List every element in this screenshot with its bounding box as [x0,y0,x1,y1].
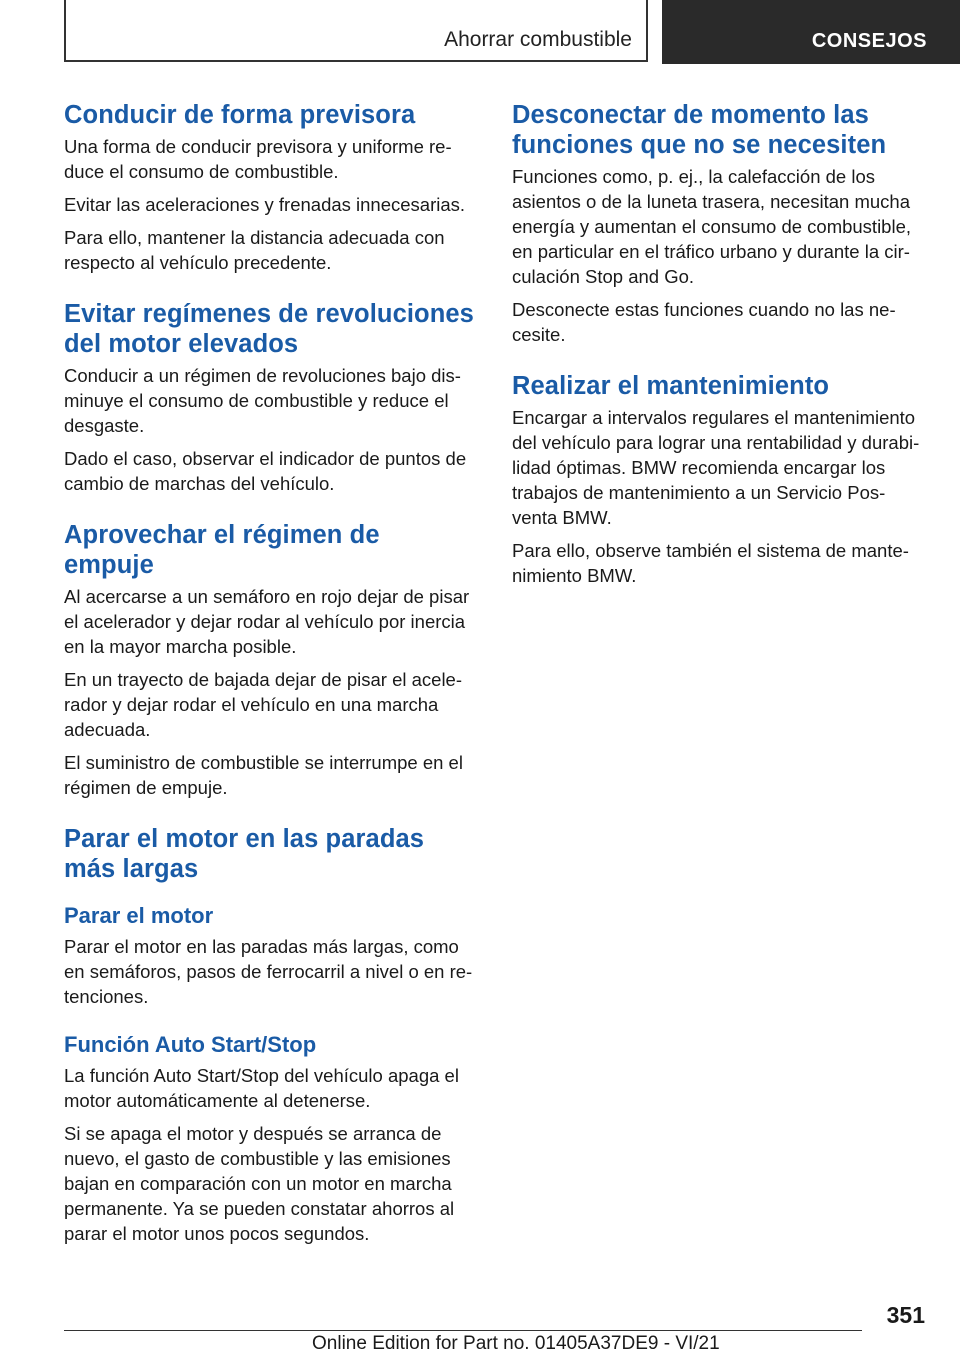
page-header [0,0,960,66]
page-number: 351 [886,1302,925,1328]
section-evitar-regimenes [64,299,484,496]
subsection-auto-start-stop [64,1031,484,1246]
paragraph: En un trayecto de bajada dejar de pisar el acele- rador y dejar rodar el vehículo en una marcha adecuada. [64,669,463,740]
section-parar-motor [64,824,484,1246]
section-title: Evitar regímenes de revoluciones del motor elevados [64,300,474,358]
paragraph: Conducir a un régimen de revoluciones bajo dis- minuye el consumo de combustible y reduce el desgaste. [64,365,461,436]
section-mantenimiento [512,371,932,588]
paragraph: Desconecte estas funciones cuando no las ne- cesite. [512,299,896,345]
section-conducir [64,100,484,275]
section-title: Desconectar de momento las funciones que no se necesiten [512,101,887,159]
paragraph: Encargar a intervalos regulares el mantenimiento del vehículo para lograr una rentabilidad y durabi- lidad óptimas. BMW recomienda encargar los trabajos de mantenimiento a un Servicio Pos- venta BMW. [512,407,920,528]
footer-edition: Online Edition for Part no. 01405A37DE9 - VI/21 [312,1333,720,1354]
paragraph: Dado el caso, observar el indicador de puntos de cambio de marchas del vehículo. [64,448,467,494]
section-desconectar-funciones [512,100,932,347]
subsection-title: Función Auto Start/Stop [64,1032,317,1057]
header-section-box [64,0,648,62]
paragraph: Funciones como, p. ej., la calefacción de los asientos o de la luneta trasera, necesitan mucha energía y aumentan el consumo de combustible, en particular en el tráfico urbano y durante la cir- culación Stop and Go. [512,166,912,287]
paragraph: Para ello, observe también el sistema de mante- nimiento BMW. [512,540,909,586]
paragraph: Una forma de conducir previsora y uniforme re- duce el consumo de combustible. [64,136,452,182]
paragraph: El suministro de combustible se interrumpe en el régimen de empuje. [64,752,463,798]
paragraph: Al acercarse a un semáforo en rojo dejar de pisar el acelerador y dejar rodar al vehículo por inercia en la mayor marcha posible. [64,586,470,657]
section-title: Parar el motor en las paradas más largas [64,825,425,883]
section-title: Realizar el mantenimiento [512,372,830,400]
header-chapter-tab [662,0,960,64]
paragraph: Parar el motor en las paradas más largas, como en semáforos, pasos de ferrocarril a nivel o en re- tenciones. [64,936,473,1007]
paragraph: Para ello, mantener la distancia adecuada con respecto al vehículo precedente. [64,227,445,273]
section-title: Aprovechar el régimen de empuje [64,521,380,579]
left-column [64,100,484,1270]
paragraph: La función Auto Start/Stop del vehículo apaga el motor automáticamente al detenerse. [64,1065,459,1111]
subsection-parar-el-motor [64,902,484,1009]
section-title: Conducir de forma previsora [64,101,416,129]
header-section-title: Ahorrar combustible [444,28,632,51]
paragraph: Evitar las aceleraciones y frenadas innecesarias. [64,194,466,215]
subsection-title: Parar el motor [64,903,214,928]
footer-divider [64,1330,862,1331]
right-column [512,100,932,612]
header-chapter-title: CONSEJOS [811,30,927,52]
section-aprovechar-empuje [64,520,484,800]
paragraph: Si se apaga el motor y después se arranca de nuevo, el gasto de combustible y las emisiones bajan en comparación con un motor en marcha permanente. Ya se pueden constatar ahorros al parar el motor unos pocos segundos. [64,1123,455,1244]
